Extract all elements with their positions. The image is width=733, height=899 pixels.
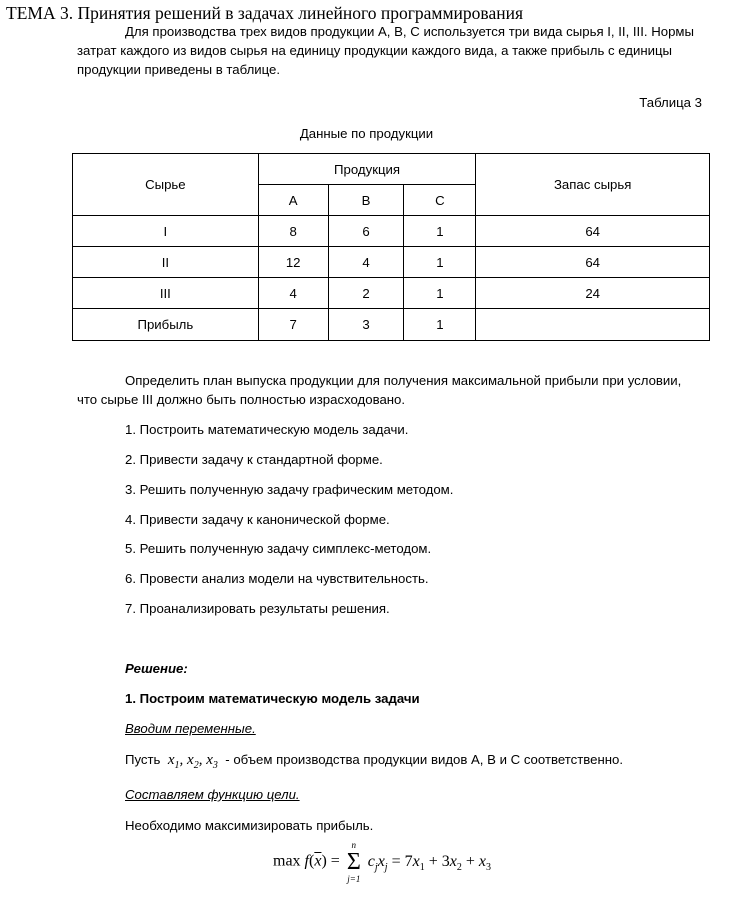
row-label: I bbox=[73, 216, 259, 247]
vars-line bbox=[125, 751, 623, 775]
cell-stock: 24 bbox=[476, 278, 710, 309]
cell-c: 1 bbox=[404, 309, 476, 341]
table-header-row bbox=[73, 154, 710, 185]
cell-stock: 64 bbox=[476, 247, 710, 278]
step-item: 6. Провести анализ модели на чувствительность. bbox=[125, 571, 429, 586]
row-label: II bbox=[73, 247, 259, 278]
sum-lower: j=1 bbox=[347, 874, 361, 884]
cell-c: 1 bbox=[404, 278, 476, 309]
table-row bbox=[73, 247, 710, 278]
table-caption: Данные по продукции bbox=[299, 126, 434, 141]
goal-text: Необходимо максимизировать прибыль. bbox=[125, 818, 374, 833]
header-product-a: A bbox=[258, 185, 328, 216]
step-item: 1. Построить математическую модель задачи. bbox=[125, 422, 409, 437]
sum-upper: n bbox=[351, 840, 357, 850]
vars-prefix: Пусть bbox=[125, 752, 161, 767]
cell-b: 6 bbox=[328, 216, 404, 247]
cell-c: 1 bbox=[404, 216, 476, 247]
step-item: 4. Привести задачу к канонической форме. bbox=[125, 512, 390, 527]
step-item: 5. Решить полученную задачу симплекс-методом. bbox=[125, 541, 432, 556]
cell-b: 2 bbox=[328, 278, 404, 309]
task-line-1: Определить план выпуска продукции для получения максимальной прибыли при условии, bbox=[125, 373, 682, 388]
row-label: III bbox=[73, 278, 259, 309]
goal-heading: Составляем функцию цели. bbox=[125, 787, 300, 802]
cell-a: 12 bbox=[258, 247, 328, 278]
products-table bbox=[72, 153, 710, 341]
cell-b: 3 bbox=[328, 309, 404, 341]
header-products: Продукция bbox=[258, 154, 476, 185]
header-product-b: B bbox=[328, 185, 404, 216]
formula-rhs: = $7x_1 + 3x_2 + x_3$ bbox=[391, 852, 491, 873]
cell-a: 4 bbox=[258, 278, 328, 309]
table-row bbox=[73, 309, 710, 341]
table-row bbox=[73, 278, 710, 309]
objective-formula: $\max f(\overline{x}) = \Sigma$ n j=1 $c_jx_j = 7x_1 + 3x_2 + x_3$ bbox=[273, 840, 491, 884]
page-title: ТЕМА 3. Принятия решений в задачах линейного программирования bbox=[6, 3, 524, 23]
header-product-c: C bbox=[404, 185, 476, 216]
task-line-2: что сырье III должно быть полностью израсходовано. bbox=[77, 392, 406, 407]
cell-a: 7 bbox=[258, 309, 328, 341]
sum-symbol: Σ n j=1 bbox=[344, 850, 364, 874]
step-item: 2. Привести задачу к стандартной форме. bbox=[125, 452, 383, 467]
header-raw: Сырье bbox=[73, 154, 259, 216]
row-label: Прибыль bbox=[73, 309, 259, 341]
header-stock: Запас сырья bbox=[476, 154, 710, 216]
step-item: 3. Решить полученную задачу графическим методом. bbox=[125, 482, 454, 497]
vars-rest: - объем производства продукции видов A, B и C соответственно. bbox=[225, 752, 624, 767]
step-item: 7. Проанализировать результаты решения. bbox=[125, 601, 390, 616]
cell-b: 4 bbox=[328, 247, 404, 278]
variables-math: $x_1$, $x_2$, $x_3$ bbox=[164, 752, 218, 771]
cell-c: 1 bbox=[404, 247, 476, 278]
table-number: Таблица 3 bbox=[639, 95, 702, 110]
intro-line-3: продукции приведены в таблице. bbox=[77, 62, 281, 77]
cell-stock: 64 bbox=[476, 216, 710, 247]
intro-line-1: Для производства трех видов продукции A, B, C используется три вида сырья I, II, III. Нормы bbox=[125, 24, 694, 39]
solution-label: Решение: bbox=[125, 661, 188, 676]
intro-line-2: затрат каждого из видов сырья на единицу продукции каждого вида, а также прибыль с единицы bbox=[77, 43, 673, 58]
step1-heading: 1. Построим математическую модель задачи bbox=[125, 691, 420, 706]
cell-a: 8 bbox=[258, 216, 328, 247]
cell-stock bbox=[476, 309, 710, 341]
vars-heading: Вводим переменные. bbox=[125, 721, 256, 736]
formula-max: max bbox=[273, 852, 301, 870]
table-row bbox=[73, 216, 710, 247]
